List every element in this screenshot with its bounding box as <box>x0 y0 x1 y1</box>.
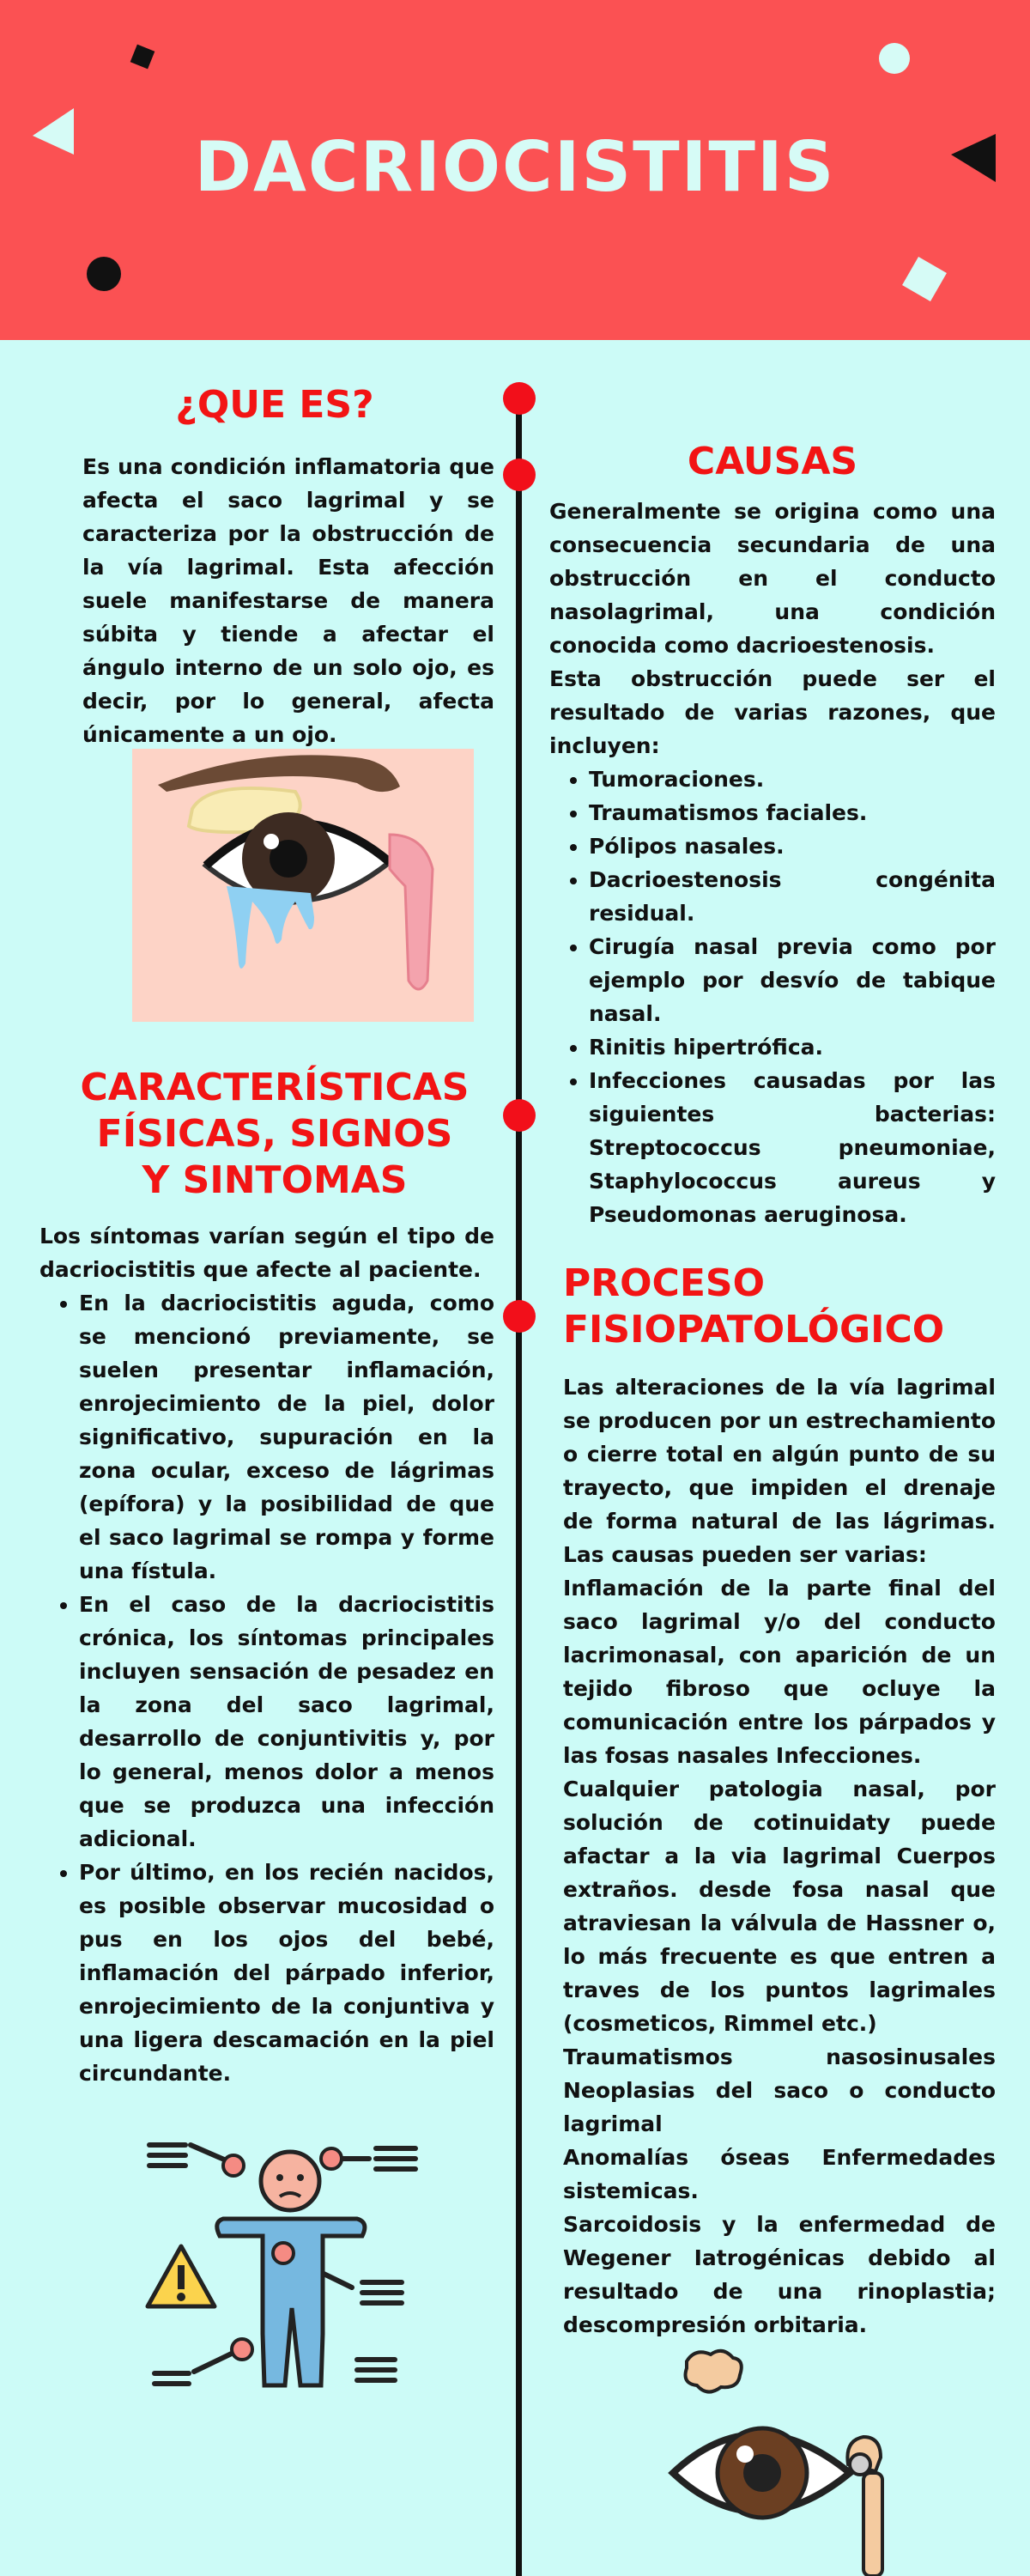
list-item: • Tumoraciones. <box>589 762 996 796</box>
caracteristicas-text <box>39 1219 494 2090</box>
caracteristicas-heading <box>34 1065 515 1204</box>
proceso-paragraph: Inflamación de la parte final del saco lagrimal y/o del conducto lacrimonasal, con aparición de un tejido fibroso que ocluye la comunicación entre los párpados y las fosas nasales Infecciones. <box>563 1576 996 1768</box>
timeline-line <box>516 395 522 2576</box>
warning-icon <box>144 2243 218 2310</box>
list-item: • Traumatismos faciales. <box>589 796 996 829</box>
causas-text <box>549 495 996 1231</box>
heading-line: Y SINTOMAS <box>142 1158 408 1202</box>
circle-decoration-icon <box>86 256 122 292</box>
list-item: • Dacrioestenosis congénita residual. <box>589 863 996 930</box>
sintomas-list <box>39 1286 494 2090</box>
proceso-paragraph: Las alteraciones de la vía lagrimal se producen por un estrechamiento o cierre total en algún punto de su trayecto, que impiden el drenaje de forma natural de las lágrimas. Las causas pueden ser varias: <box>563 1375 996 1567</box>
eye-tear-illustration <box>132 749 474 1022</box>
page-title: DACRIOCISTITIS <box>194 127 836 207</box>
que-es-text <box>82 450 494 751</box>
proceso-paragraph: Cualquier patologia nasal, por solución de cotinuidaty puede afactar a la via lagrimal Cuerpos extraños. desde fosa nasal que atraviesan la válvula de Hassner o, lo más frecuente es que entren a traves de los puntos lagrimales (cosmeticos, Rimmel etc.) <box>563 1777 996 2036</box>
list-item: • Cirugía nasal previa como por ejemplo por desvío de tabique nasal. <box>589 930 996 1030</box>
proceso-paragraph: Sarcoidosis y la enfermedad de Wegener Iatrogénicas debido al resultado de una rinoplastia; descompresión orbitaria. <box>563 2212 996 2337</box>
list-item: • En la dacriocistitis aguda, como se mencionó previamente, se suelen presentar inflamación, enrojecimiento de la piel, dolor significativo, supuración en la zona ocular, exceso de lágrimas (epífora) y la posibilidad de que el saco lagrimal se rompa y forme una fístula. <box>79 1286 494 1588</box>
que-es-paragraph: Es una condición inflamatoria que afecta el saco lagrimal y se caracteriza por la obstrucción de la vía lagrimal. Esta afección suele manifestarse de manera súbita y tiende a afectar el ángulo interno de un solo ojo, es decir, por lo general, afecta únicamente a un ojo. <box>82 454 494 747</box>
list-item: • Infecciones causadas por las siguientes bacterias: Streptococcus pneumoniae, Staphylococcus aureus y Pseudomonas aeruginosa. <box>589 1064 996 1231</box>
list-item: • Rinitis hipertrófica. <box>589 1030 996 1064</box>
caracteristicas-intro: Los síntomas varían según el tipo de dacriocistitis que afecte al paciente. <box>39 1224 494 1282</box>
proceso-heading <box>563 1261 1009 1353</box>
causas-list <box>549 762 996 1231</box>
circle-decoration-icon <box>877 41 912 76</box>
heading-line: FÍSICAS, SIGNOS <box>96 1112 453 1156</box>
que-es-heading: ¿QUE ES? <box>175 383 374 427</box>
list-item: • En el caso de la dacriocistitis crónica, los síntomas principales incluyen sensación de pesadez en la zona del saco lagrimal, desarrollo de conjuntivitis y, por lo general, menos dolor a menos que se produzca una infección adicional. <box>79 1588 494 1856</box>
proceso-text <box>563 1370 996 2342</box>
list-item: • Por último, en los recién nacidos, es posible observar mucosidad o pus en los ojos del bebé, inflamación del párpado inferior, enrojecimiento de la conjuntiva y una ligera descamación en la piel circundante. <box>79 1856 494 2090</box>
diamond-decoration-icon <box>894 249 954 309</box>
heading-line: PROCESO <box>563 1261 765 1305</box>
causas-heading: CAUSAS <box>687 440 858 483</box>
square-decoration-icon <box>127 41 158 72</box>
timeline-dot <box>503 459 536 491</box>
heading-line: FISIOPATOLÓGICO <box>563 1308 945 1352</box>
proceso-paragraph: Anomalías óseas Enfermedades sistemicas. <box>563 2145 996 2203</box>
list-item: • Pólipos nasales. <box>589 829 996 863</box>
eye-dropper-illustration <box>661 2344 918 2576</box>
proceso-paragraph: Traumatismos nasosinusales Neoplasias del saco o conducto lagrimal <box>563 2044 996 2136</box>
causas-intro: Generalmente se origina como una consecuencia secundaria de una obstrucción en el conducto nasolagrimal, una condición conocida como dacrioestenosis. <box>549 499 996 658</box>
heading-line: CARACTERÍSTICAS <box>80 1066 470 1109</box>
header-banner <box>0 0 1030 340</box>
causas-intro: Esta obstrucción puede ser el resultado de varias razones, que incluyen: <box>549 666 996 758</box>
timeline-dot <box>503 1300 536 1333</box>
